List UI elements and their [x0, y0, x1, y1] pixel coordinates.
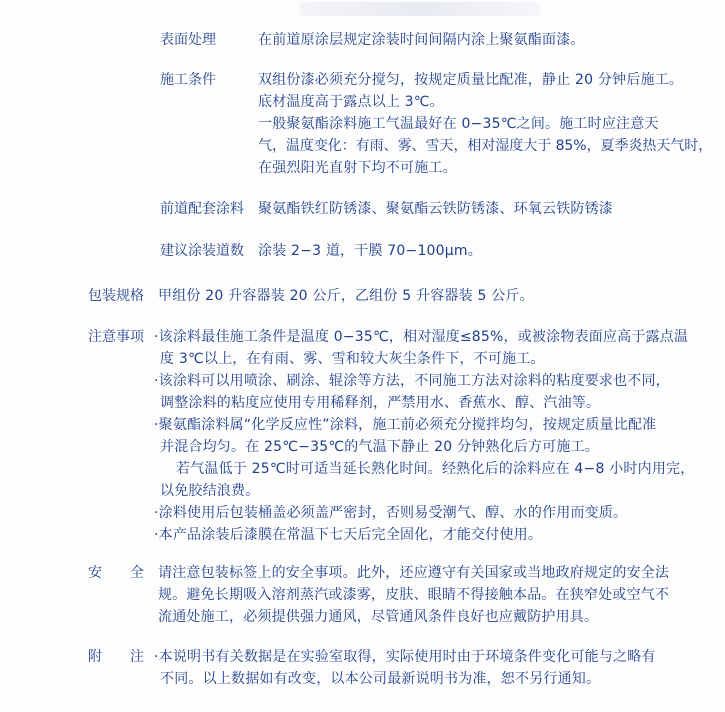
application-conditions-line-2: 底材温度高于露点以上 3℃。 [258, 94, 444, 110]
label-primer-coatings: 前道配套涂料 [160, 201, 244, 217]
label-surface-treatment: 表面处理 [160, 32, 216, 48]
safety-line-2: 规。避免长期吸入溶剂蒸汽或漆雾，皮肤、眼睛不得接触本品。在狭窄处或空气不 [158, 587, 670, 603]
precautions-line-6: 并混合均匀。在 25℃−35℃的气温下静止 20 分钟熟化后方可施工。 [160, 439, 599, 455]
precautions-line-10: ·本产品涂装后漆膜在常温下七天后完全固化，才能交付使用。 [154, 527, 543, 543]
label-notes: 附注 [88, 649, 172, 665]
label-precautions: 注意事项 [88, 329, 144, 345]
precautions-line-5: ·聚氨酯涂料属“化学反应性”涂料，施工前必须充分搅拌均匀，按规定质量比配准 [154, 417, 657, 433]
precautions-line-3: ·该涂料可以用喷涂、刷涂、辊涂等方法，不同施工方法对涂料的粘度要求也不同， [154, 373, 670, 389]
surface-treatment-text: 在前道原涂层规定涂装时间间隔内涂上聚氨酯面漆。 [258, 32, 585, 48]
notes-line-1: ·本说明书有关数据是在实验室取得，实际使用时由于环境条件变化可能与之略有 [154, 649, 656, 665]
application-conditions-line-1: 双组份漆必须充分搅匀，按规定质量比配准，静止 20 分钟后施工。 [258, 72, 684, 88]
precautions-line-8: 以免胶结浪费。 [160, 483, 260, 499]
application-conditions-line-4: 气，温度变化：有雨、雾、雪天，相对湿度大于 85%，夏季炎热天气时， [258, 138, 713, 154]
label-packaging: 包装规格 [88, 288, 144, 304]
precautions-line-1: ·该涂料最佳施工条件是温度 0−35℃，相对湿度≤85%，或被涂物表面应高于露点温 [154, 329, 689, 345]
safety-line-3: 流通处施工，必须提供强力通风，尽管通风条件良好也应戴防护用具。 [158, 609, 599, 625]
precautions-line-4: 调整涂料的粘度应使用专用稀释剂，严禁用水、香蕉水、醇、汽油等。 [160, 395, 601, 411]
precautions-line-2: 度 3℃以上，在有雨、雾、雪和较大灰尘条件下，不可施工。 [160, 351, 545, 367]
precautions-line-9: ·涂料使用后包装桶盖必须盖严密封，否则易受潮气、醇、水的作用而变质。 [154, 505, 628, 521]
safety-line-1: 请注意包装标签上的安全事项。此外，还应遵守有关国家或当地政府规定的安全法 [158, 565, 670, 581]
label-application-conditions: 施工条件 [160, 72, 216, 88]
recommended-coats-text: 涂装 2−3 道，干膜 70−100μm。 [258, 243, 482, 259]
primer-coatings-text: 聚氨酯铁红防锈漆、聚氨酯云铁防锈漆、环氧云铁防锈漆 [258, 201, 613, 217]
packaging-text: 甲组份 20 升容器装 20 公斤，乙组份 5 升容器装 5 公斤。 [158, 288, 534, 304]
label-safety: 安全 [88, 565, 172, 581]
label-recommended-coats: 建议涂装道数 [160, 243, 244, 259]
precautions-line-7: 若气温低于 25℃时可适当延长熟化时间。经熟化后的涂料应在 4−8 小时内用完， [176, 461, 695, 477]
notes-line-2: 不同。以上数据如有改变，以本公司最新说明书为准，恕不另行通知。 [160, 671, 601, 687]
faded-header-bleedthrough [300, 2, 540, 16]
application-conditions-line-3: 一般聚氨酯涂料施工气温最好在 0−35℃之间。施工时应注意天 [258, 116, 659, 132]
application-conditions-line-5: 在强烈阳光直射下均不可施工。 [258, 160, 457, 176]
